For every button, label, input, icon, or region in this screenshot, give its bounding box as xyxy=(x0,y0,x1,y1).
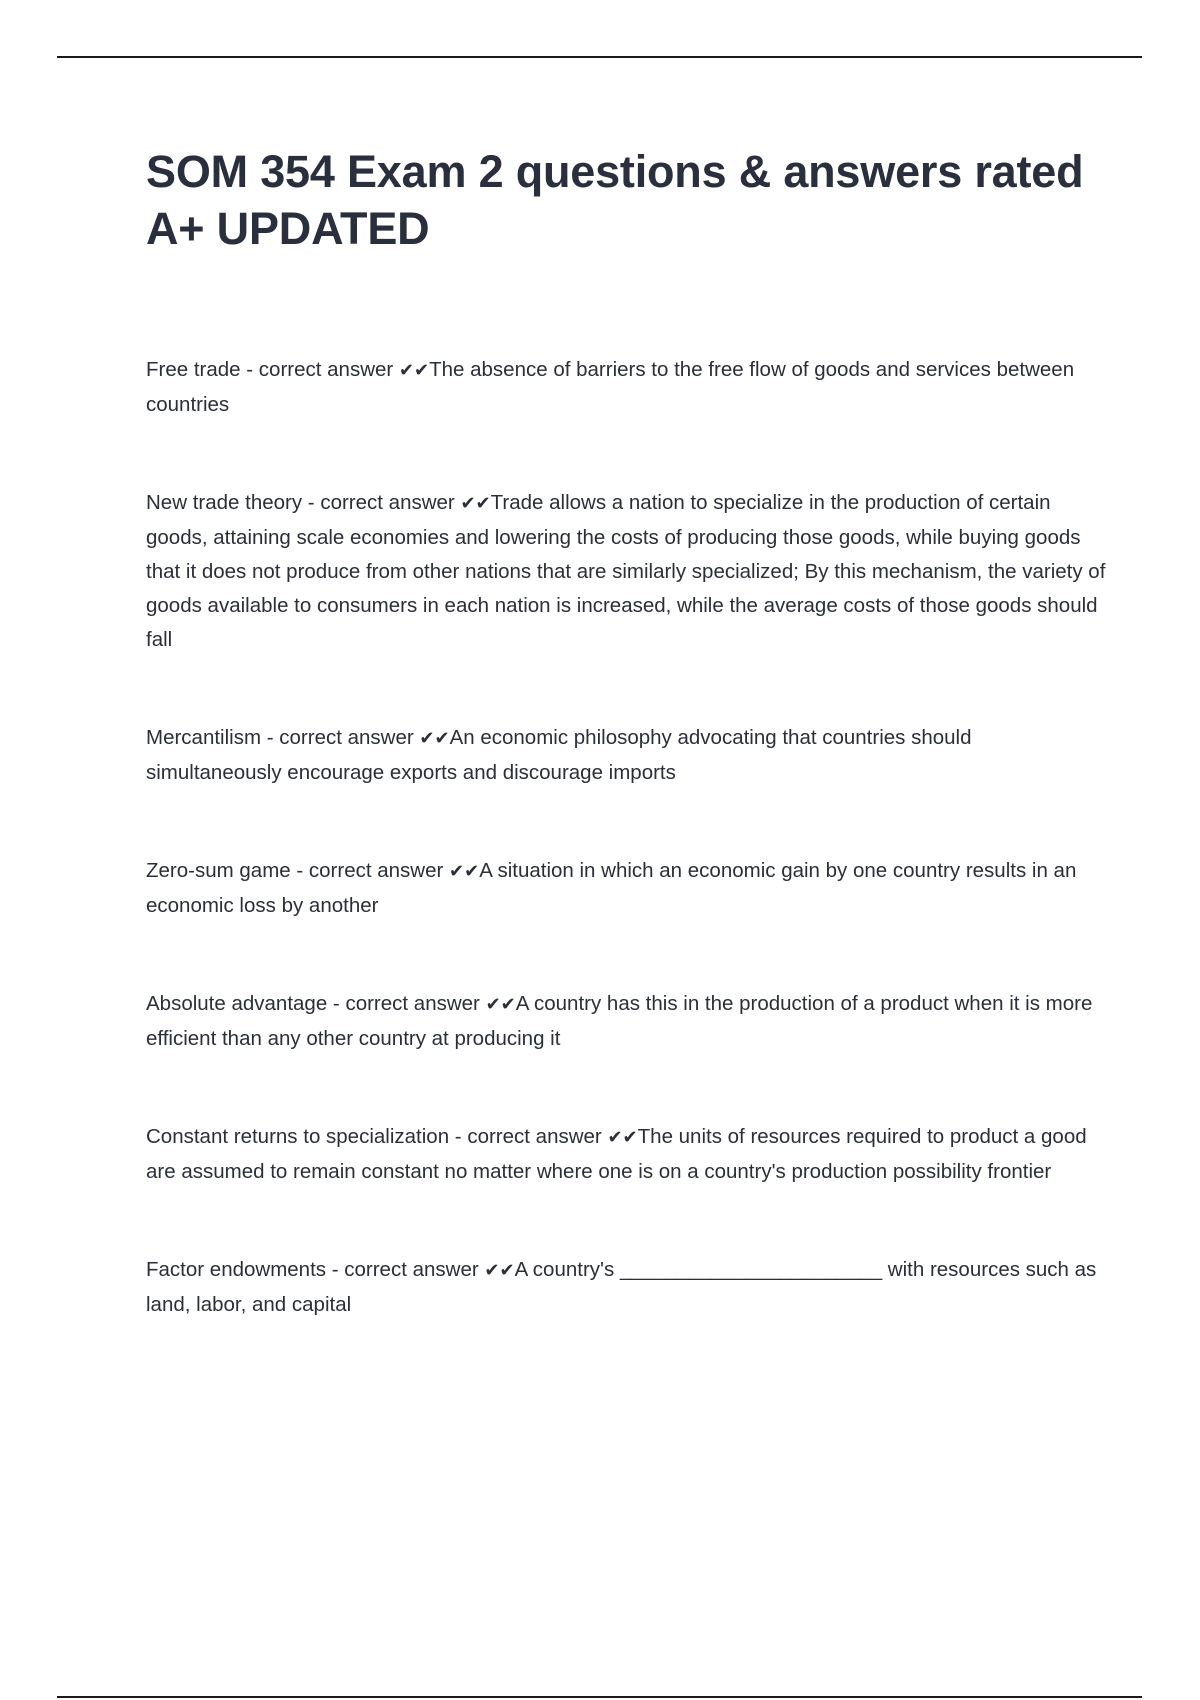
qa-answer: A situation in which an economic gain by one country results in an economic loss by another xyxy=(146,859,1077,917)
qa-term: Factor endowments xyxy=(146,1258,327,1281)
qa-answer: A country has this in the production of a product when it is more efficient than any other country at producing it xyxy=(146,992,1093,1050)
qa-term: Mercantilism xyxy=(146,726,262,749)
top-rule xyxy=(57,56,1142,58)
bottom-rule xyxy=(57,1696,1142,1698)
double-check-icon: ✔✔ xyxy=(449,861,480,882)
qa-item xyxy=(146,1253,1106,1322)
qa-answer: An economic philosophy advocating that countries should simultaneously encourage exports and discourage imports xyxy=(146,726,972,784)
double-check-icon: ✔✔ xyxy=(460,493,491,514)
double-check-icon: ✔✔ xyxy=(398,360,430,381)
double-check-icon: ✔✔ xyxy=(485,994,516,1015)
qa-separator: - correct answer xyxy=(327,992,486,1015)
qa-separator: - correct answer xyxy=(240,358,399,381)
double-check-icon: ✔✔ xyxy=(484,1260,515,1281)
document-body xyxy=(146,143,1106,1386)
qa-separator: - correct answer xyxy=(290,859,450,882)
qa-item xyxy=(146,486,1106,657)
qa-list xyxy=(146,353,1106,1322)
qa-answer: The units of resources required to product a good are assumed to remain constant no matter where one is on a country's production possibility frontier xyxy=(146,1125,1087,1183)
qa-separator: - correct answer xyxy=(302,491,461,514)
qa-item xyxy=(146,854,1106,923)
double-check-icon: ✔✔ xyxy=(607,1127,638,1148)
qa-answer: A country's _______________________ with resources such as land, labor, and capital xyxy=(146,1258,1097,1316)
qa-item xyxy=(146,353,1106,422)
qa-separator: - correct answer xyxy=(261,726,420,749)
qa-answer: The absence of barriers to the free flow of goods and services between countries xyxy=(146,358,1075,416)
double-check-icon: ✔✔ xyxy=(419,728,450,749)
qa-item xyxy=(146,987,1106,1056)
qa-separator: - correct answer xyxy=(449,1125,608,1148)
qa-term: Constant returns to specialization xyxy=(146,1125,450,1148)
qa-item xyxy=(146,1120,1106,1189)
page-title: SOM 354 Exam 2 questions & answers rated A+ UPDATED xyxy=(146,146,1084,254)
qa-term: Free trade xyxy=(146,358,241,381)
qa-answer: Trade allows a nation to specialize in the production of certain goods, attaining scale economies and lowering the costs of producing those goods, while buying goods that it does not produce from other nations that are similarly specialized; By this mechanism, the variety of goods available to consumers in each nation is increased, while the average costs of those goods should fall xyxy=(146,491,1106,651)
qa-term: Absolute advantage xyxy=(146,992,328,1015)
qa-separator: - correct answer xyxy=(326,1258,485,1281)
qa-item xyxy=(146,721,1106,790)
qa-term: New trade theory xyxy=(146,491,303,514)
qa-term: Zero-sum game xyxy=(146,859,291,882)
